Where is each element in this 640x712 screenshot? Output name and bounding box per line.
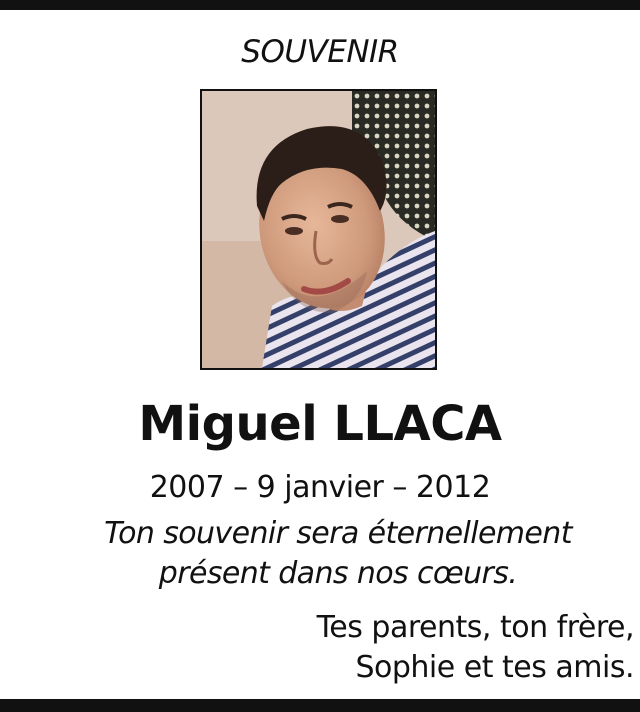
portrait-image [202,91,435,368]
deceased-name: Miguel LLACA [138,396,502,452]
notice-heading: SOUVENIR [241,34,399,70]
memorial-message [0,514,640,594]
portrait-photo [200,89,437,370]
signature [317,608,634,688]
message-line: présent dans nos cœurs. [158,556,518,591]
signature-line: Sophie et tes amis. [355,650,634,685]
memorial-dates: 2007 – 9 janvier – 2012 [149,470,491,505]
top-rule [0,0,640,10]
signature-line: Tes parents, ton frère, [316,610,634,645]
bottom-rule [0,699,640,712]
message-line: Ton souvenir sera éternellement [104,516,572,551]
